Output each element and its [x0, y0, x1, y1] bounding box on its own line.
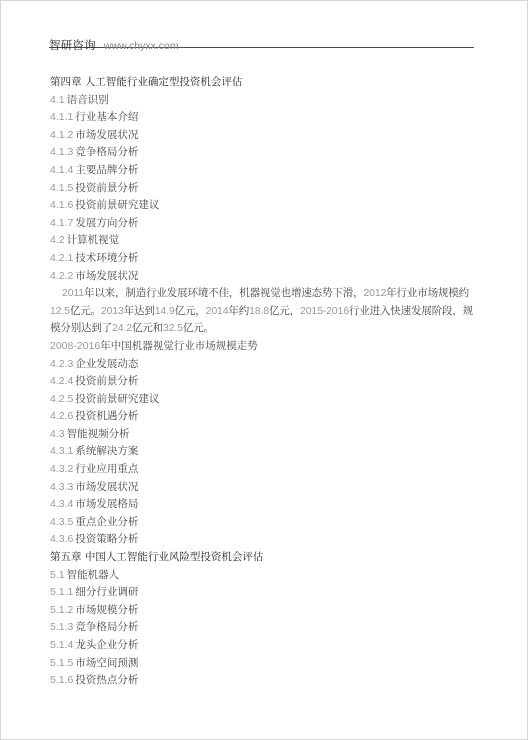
- toc-entry: [50, 127, 480, 145]
- toc-entry: [50, 391, 480, 409]
- page-header: [49, 34, 474, 52]
- toc-entry-number: 4.1.5: [50, 181, 74, 194]
- toc-entry-title: 市场规模分析: [75, 603, 139, 616]
- toc-entry-number: 4.2.1: [50, 251, 74, 264]
- toc-entry-title: 投资机遇分析: [75, 410, 139, 423]
- toc-entry-number: 5.1.2: [50, 603, 74, 616]
- para-year-range: 2015-2016: [300, 304, 349, 317]
- toc-entry-title: 行业基本介绍: [75, 111, 139, 124]
- toc-entry: [50, 443, 480, 461]
- table-of-contents: [50, 74, 480, 690]
- toc-entry-number: 4.3: [50, 427, 65, 440]
- toc-entry: [50, 496, 480, 514]
- para-text: 年行业市场规模约: [386, 287, 470, 300]
- toc-entry-number: 5.1.6: [50, 674, 74, 687]
- toc-entry-title: 投资前景研究建议: [75, 199, 160, 212]
- para-text: 亿元，: [174, 304, 206, 317]
- toc-entry-number: 4.2.6: [50, 410, 74, 423]
- toc-entry-number: 4.2.2: [50, 269, 74, 282]
- para-year-2012: 2012: [363, 287, 387, 300]
- toc-entry-title: 发展方向分析: [75, 216, 139, 229]
- para-year-2014: 2014: [205, 304, 229, 317]
- toc-entry: [50, 479, 480, 497]
- toc-entry-number: 4.1: [50, 93, 65, 106]
- toc-entry-number: 5.1.5: [50, 656, 74, 669]
- toc-entry-number: 4.2.3: [50, 357, 74, 370]
- toc-entry-title: 市场发展状况: [75, 480, 139, 493]
- toc-entry-title: 龙头企业分析: [75, 639, 139, 651]
- toc-entry-title: 技术环境分析: [75, 251, 139, 264]
- toc-entry-number: 4.3.6: [50, 533, 74, 546]
- toc-entry-number: 4.1.1: [50, 111, 74, 124]
- para-text: 亿元。: [69, 304, 101, 317]
- toc-entry: [50, 162, 480, 180]
- toc-entry-title: 投资前景研究建议: [75, 392, 160, 405]
- toc-entry-title: 市场空间预测: [75, 656, 139, 669]
- para-value: 24.2: [112, 322, 132, 335]
- toc-entry-title: 市场发展格局: [75, 498, 139, 511]
- toc-section-before: [50, 74, 480, 285]
- toc-entry-title: 语音识别: [66, 93, 109, 106]
- figure-title: [50, 338, 480, 356]
- toc-entry-number: 4.1.3: [50, 146, 74, 159]
- toc-entry: [50, 109, 480, 127]
- toc-entry: [50, 531, 480, 549]
- toc-entry-title: 主要品牌分析: [75, 163, 139, 176]
- para-text: 亿元和: [131, 322, 164, 335]
- toc-entry-number: 5.1.4: [50, 639, 74, 651]
- toc-entry: [50, 356, 480, 374]
- toc-entry-title: 投资前景分析: [75, 375, 139, 388]
- toc-entry: [50, 268, 480, 286]
- chapter-title: 第四章 人工智能行业确定型投资机会评估: [50, 76, 243, 88]
- toc-entry-title: 细分行业调研: [75, 586, 139, 599]
- figure-title-text: 年中国机器视觉行业市场规模走势: [100, 339, 258, 352]
- body-paragraph: [50, 285, 475, 338]
- figure-years: 2008-2016: [50, 339, 101, 352]
- chapter-heading: [50, 74, 480, 92]
- brand-name: 智研咨询: [49, 38, 96, 52]
- toc-section-after: [50, 356, 480, 690]
- toc-entry-title: 市场发展状况: [75, 128, 139, 141]
- toc-entry-title: 行业应用重点: [75, 463, 139, 476]
- toc-entry-title: 市场发展状况: [75, 269, 139, 282]
- toc-entry: [50, 567, 480, 585]
- para-text: 年约: [228, 304, 250, 317]
- toc-entry-title: 竞争格局分析: [75, 146, 139, 159]
- toc-entry: [50, 584, 480, 602]
- toc-entry-title: 投资前景分析: [75, 181, 139, 194]
- toc-entry: [50, 655, 480, 673]
- chapter-heading: [50, 549, 480, 567]
- toc-entry-number: 5.1.3: [50, 621, 74, 634]
- para-value: 18.8: [249, 304, 269, 317]
- toc-entry: [50, 215, 480, 233]
- toc-entry-title: 竞争格局分析: [75, 621, 139, 634]
- toc-entry: [50, 92, 480, 110]
- para-text: 年以来，制造行业发展环境不佳，机器视觉也增速态势下滑，: [83, 287, 364, 300]
- toc-entry-title: 智能机器人: [66, 568, 120, 581]
- toc-entry-number: 4.1.7: [50, 216, 74, 229]
- toc-entry: [50, 250, 480, 268]
- toc-entry-title: 投资策略分析: [75, 533, 139, 546]
- toc-entry-title: 企业发展动态: [75, 357, 139, 370]
- toc-entry-number: 4.1.2: [50, 128, 74, 141]
- toc-entry: [50, 232, 480, 250]
- para-value: 32.5: [163, 322, 183, 335]
- toc-entry-number: 4.3.1: [50, 445, 74, 458]
- toc-entry-title: 投资热点分析: [75, 674, 139, 687]
- toc-entry: [50, 602, 480, 620]
- para-year-2011: 2011: [62, 287, 84, 300]
- toc-entry-number: 4.2.4: [50, 375, 74, 388]
- toc-entry: [50, 426, 480, 444]
- toc-entry: [50, 514, 480, 532]
- site-url: www.chyxx.com: [103, 40, 179, 52]
- para-value: 14.9: [154, 304, 175, 317]
- toc-entry-number: 4.1.6: [50, 199, 74, 212]
- para-text: 行业进入快速发展阶段，规模分别达到了: [50, 304, 474, 335]
- chapter-title: 第五章 中国人工智能行业风险型投资机会评估: [50, 551, 264, 564]
- para-year-2013: 2013: [100, 304, 124, 317]
- toc-entry: [50, 408, 480, 426]
- toc-entry: [50, 180, 480, 198]
- toc-entry-number: 4.2.5: [50, 392, 74, 405]
- toc-entry-title: 计算机视觉: [66, 234, 120, 247]
- toc-entry: [50, 619, 480, 637]
- toc-entry-number: 4.3.4: [50, 498, 74, 511]
- toc-entry-number: 5.1: [50, 568, 65, 581]
- para-text: 年达到: [123, 304, 155, 317]
- toc-entry-number: 4.2: [50, 234, 65, 247]
- toc-entry-number: 4.1.4: [50, 163, 74, 176]
- toc-entry: [50, 637, 480, 655]
- para-text: 亿元。: [182, 322, 214, 335]
- toc-entry: [50, 461, 480, 479]
- toc-entry-title: 智能视频分析: [66, 427, 130, 440]
- toc-entry: [50, 373, 480, 391]
- toc-entry: [50, 197, 480, 215]
- toc-entry-number: 4.3.5: [50, 515, 74, 528]
- toc-entry-number: 4.3.3: [50, 480, 74, 493]
- toc-entry-title: 系统解决方案: [75, 445, 139, 458]
- toc-entry-number: 5.1.1: [50, 586, 74, 599]
- toc-entry: [50, 144, 480, 162]
- toc-entry: [50, 672, 480, 690]
- para-text: 亿元，: [268, 304, 301, 317]
- para-value: 12.5: [50, 304, 70, 317]
- toc-entry-number: 4.3.2: [50, 463, 74, 476]
- toc-entry-title: 重点企业分析: [75, 515, 139, 528]
